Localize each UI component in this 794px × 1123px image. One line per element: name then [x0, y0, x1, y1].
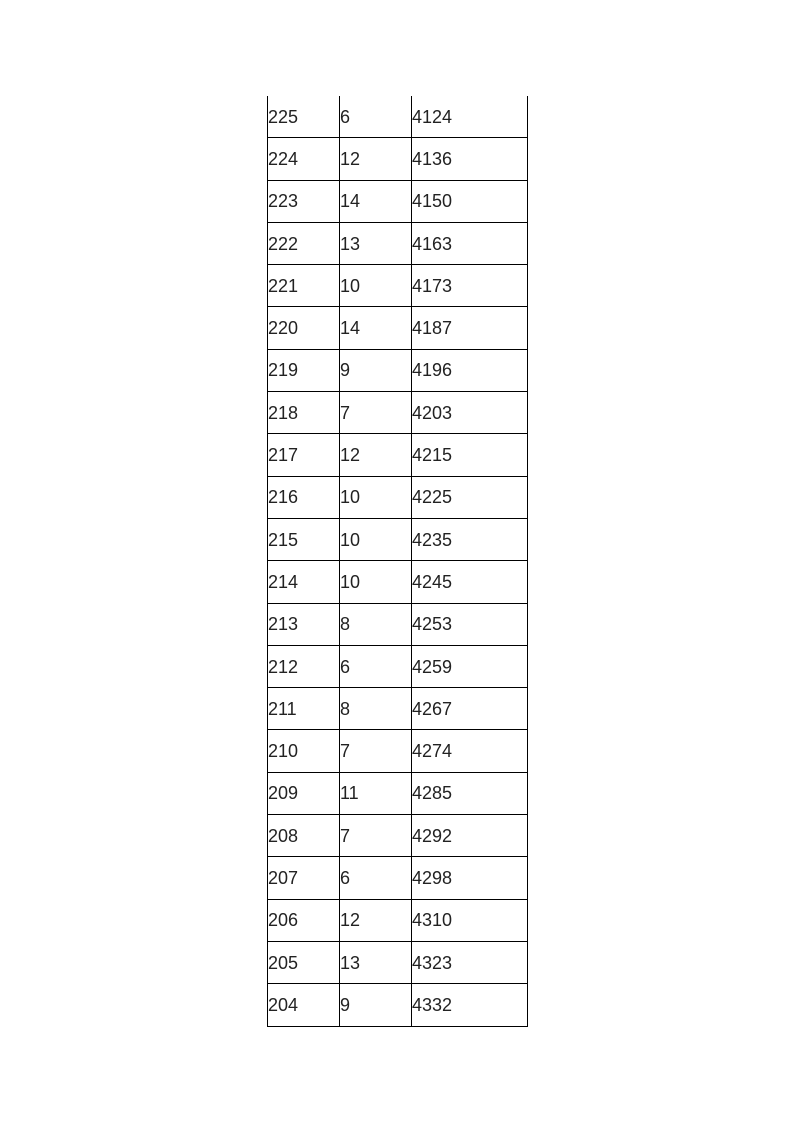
table-cell: 7: [340, 392, 412, 434]
table-cell: 4196: [412, 349, 528, 391]
table-cell: 222: [268, 222, 340, 264]
table-cell: 215: [268, 518, 340, 560]
table-cell: 4285: [412, 772, 528, 814]
table-cell: 217: [268, 434, 340, 476]
table-cell: 4274: [412, 730, 528, 772]
table-cell: 10: [340, 518, 412, 560]
table-cell: 4173: [412, 265, 528, 307]
table-cell: 8: [340, 688, 412, 730]
table-cell: 211: [268, 688, 340, 730]
table-row: [268, 265, 528, 307]
table-row: [268, 899, 528, 941]
table-cell: 7: [340, 730, 412, 772]
table-row: [268, 180, 528, 222]
table-cell: 210: [268, 730, 340, 772]
table-cell: 213: [268, 603, 340, 645]
table-row: [268, 476, 528, 518]
table-cell: 220: [268, 307, 340, 349]
data-table: [267, 96, 528, 1027]
table-cell: 10: [340, 561, 412, 603]
table-row: [268, 392, 528, 434]
table-cell: 212: [268, 645, 340, 687]
table-cell: 208: [268, 815, 340, 857]
table-cell: 6: [340, 645, 412, 687]
table-row: [268, 941, 528, 983]
table-cell: 4310: [412, 899, 528, 941]
table-row: [268, 772, 528, 814]
table-cell: 6: [340, 857, 412, 899]
table-cell: 204: [268, 984, 340, 1026]
table-cell: 6: [340, 96, 412, 138]
table-cell: 4163: [412, 222, 528, 264]
table-cell: 219: [268, 349, 340, 391]
table-row: [268, 518, 528, 560]
table-cell: 12: [340, 899, 412, 941]
table-cell: 4267: [412, 688, 528, 730]
table-row: [268, 688, 528, 730]
table-cell: 4253: [412, 603, 528, 645]
table-cell: 4332: [412, 984, 528, 1026]
table-cell: 4150: [412, 180, 528, 222]
table-cell: 218: [268, 392, 340, 434]
table-cell: 10: [340, 265, 412, 307]
table-cell: 4187: [412, 307, 528, 349]
table-row: [268, 603, 528, 645]
table-cell: 13: [340, 941, 412, 983]
table-row: [268, 434, 528, 476]
table-row: [268, 857, 528, 899]
table-cell: 14: [340, 180, 412, 222]
table-cell: 9: [340, 984, 412, 1026]
table-cell: 14: [340, 307, 412, 349]
table-cell: 207: [268, 857, 340, 899]
table-cell: 4245: [412, 561, 528, 603]
table-cell: 4298: [412, 857, 528, 899]
table-cell: 206: [268, 899, 340, 941]
table-cell: 8: [340, 603, 412, 645]
table-body: [268, 96, 528, 1026]
table-cell: 10: [340, 476, 412, 518]
table-cell: 4203: [412, 392, 528, 434]
table-cell: 4136: [412, 138, 528, 180]
table-row: [268, 815, 528, 857]
table-row: [268, 645, 528, 687]
table-row: [268, 138, 528, 180]
table-cell: 13: [340, 222, 412, 264]
table-cell: 224: [268, 138, 340, 180]
table-row: [268, 984, 528, 1026]
table-cell: 4323: [412, 941, 528, 983]
table-row: [268, 96, 528, 138]
table-cell: 225: [268, 96, 340, 138]
table-cell: 4235: [412, 518, 528, 560]
table-cell: 216: [268, 476, 340, 518]
table-cell: 221: [268, 265, 340, 307]
table-row: [268, 561, 528, 603]
table-cell: 4259: [412, 645, 528, 687]
table-cell: 12: [340, 434, 412, 476]
table-cell: 4124: [412, 96, 528, 138]
table-cell: 209: [268, 772, 340, 814]
table-cell: 223: [268, 180, 340, 222]
table-row: [268, 730, 528, 772]
table-row: [268, 307, 528, 349]
table-cell: 11: [340, 772, 412, 814]
table-cell: 4292: [412, 815, 528, 857]
table-cell: 205: [268, 941, 340, 983]
table-cell: 12: [340, 138, 412, 180]
table-cell: 9: [340, 349, 412, 391]
table-row: [268, 349, 528, 391]
table-cell: 214: [268, 561, 340, 603]
table-cell: 7: [340, 815, 412, 857]
table-cell: 4215: [412, 434, 528, 476]
table-cell: 4225: [412, 476, 528, 518]
table-row: [268, 222, 528, 264]
